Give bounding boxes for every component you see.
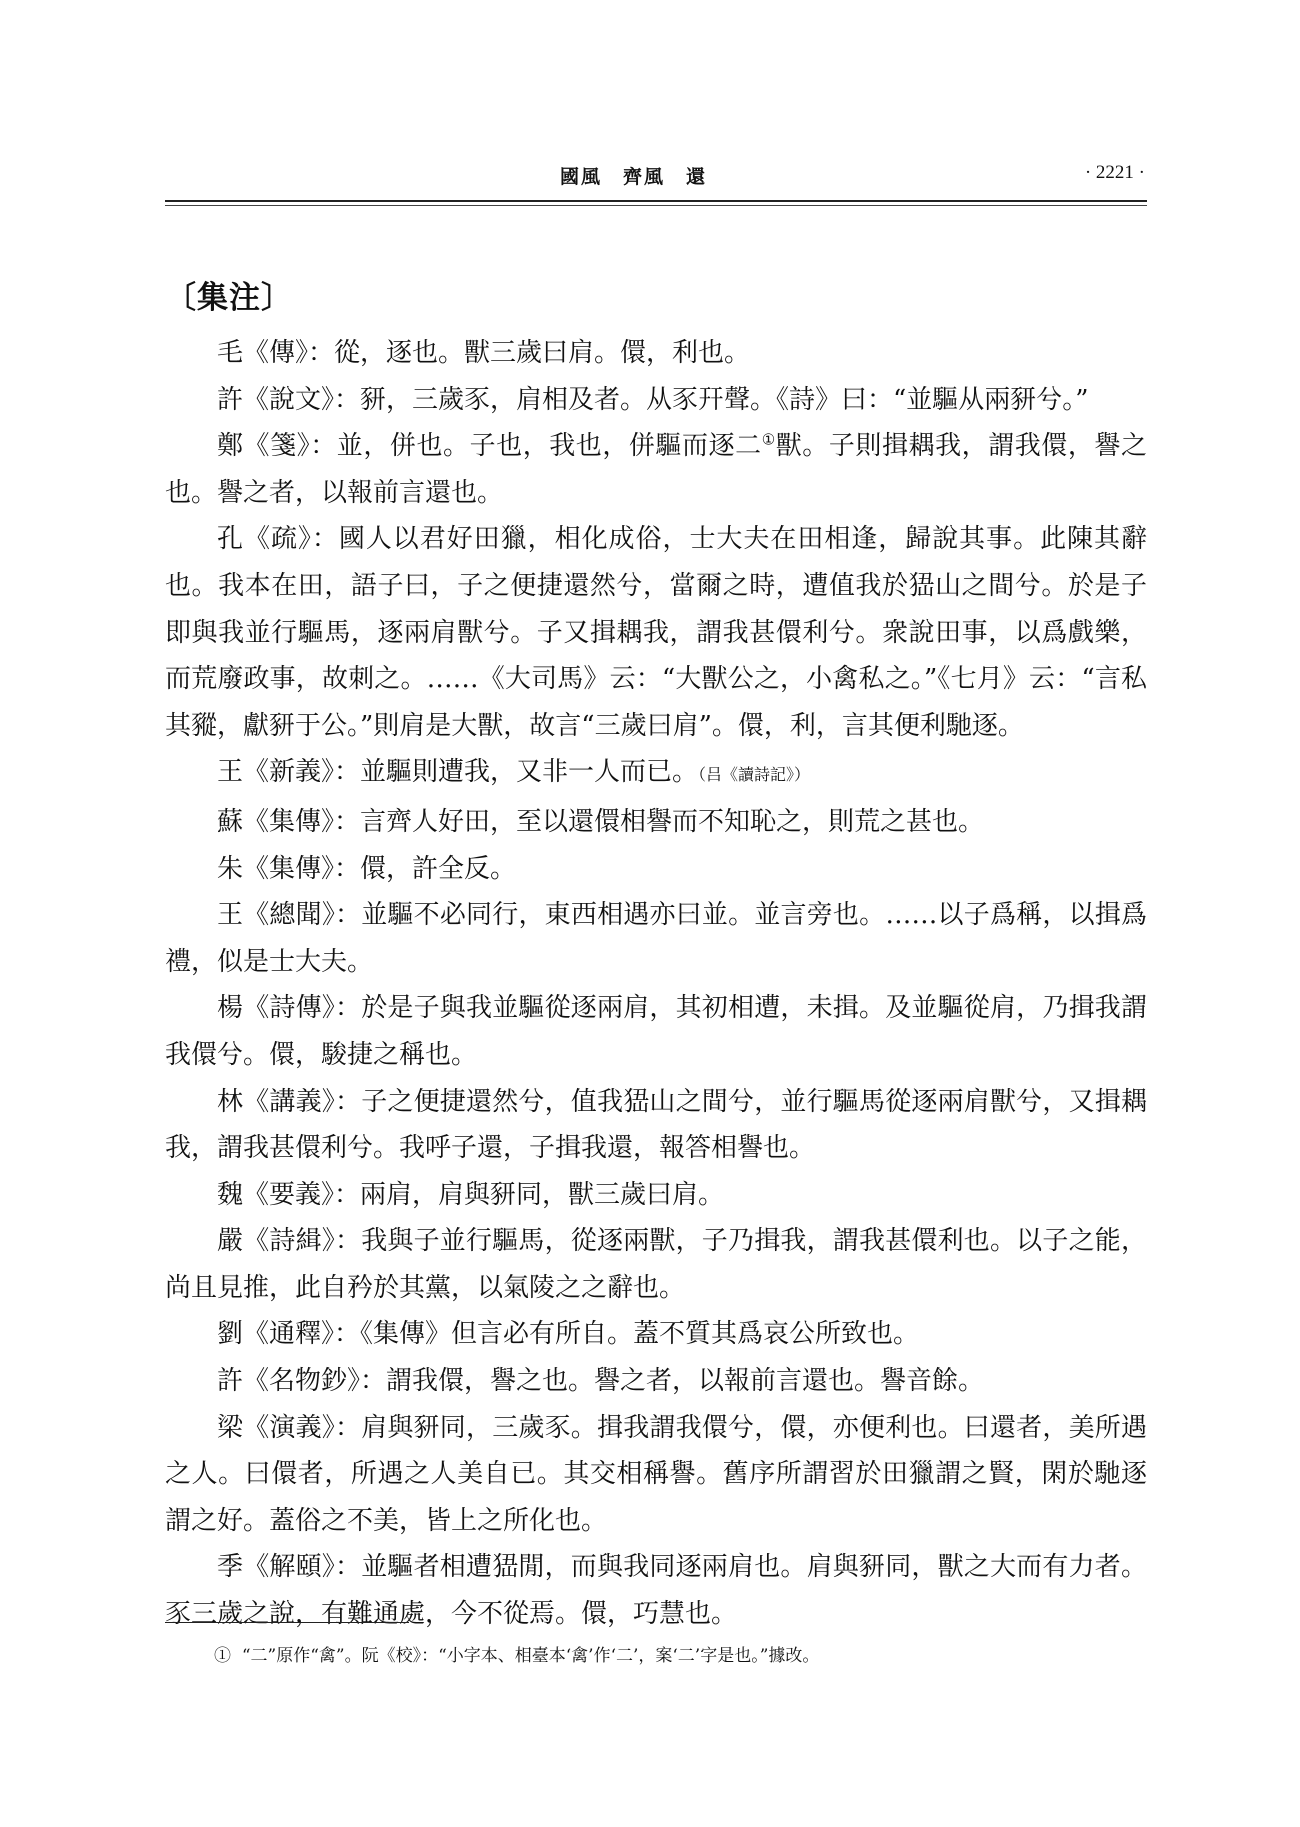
- paragraph: 王《總聞》：並驅不必同行，東西相遇亦曰並。並言旁也。……以子爲稱，以揖爲禮，似是士大夫。: [165, 900, 1147, 977]
- header-title: 國風 齊風 還: [560, 166, 708, 188]
- paragraph: 林《講義》：子之便捷還然兮，值我峱山之間兮，並行驅馬從逐兩肩獸兮，又揖耦我，謂我甚儇利兮。我呼子還，子揖我還，報答相譽也。: [165, 1086, 1147, 1164]
- header-rule-thick: [165, 200, 1147, 202]
- footnote-reference[interactable]: ①: [761, 430, 776, 449]
- section-heading: 〔集注〕: [165, 280, 293, 316]
- paragraph: 毛《傳》：從，逐也。獸三歲曰肩。儇，利也。: [217, 338, 751, 368]
- footnote: [214, 1643, 1134, 1669]
- footnote-marker: ①: [214, 1646, 231, 1666]
- paragraph: 楊《詩傳》：於是子與我並驅從逐兩肩，其初相遭，未揖。及並驅從肩，乃揖我謂我儇兮。儇，駿捷之稱也。: [165, 993, 1147, 1070]
- paragraph: 梁《演義》：肩與豜同，三歲豕。揖我謂我儇兮，儇，亦便利也。曰還者，美所遇之人。曰儇者，所遇之人美自已。其交相稱譽。舊序所謂習於田獵謂之賢，閑於馳逐謂之好。蓋俗之不美，皆上之所化也。: [165, 1412, 1147, 1536]
- paragraph: 蘇《集傳》：言齊人好田，至以還儇相譽而不知恥之，則荒之甚也。: [217, 806, 985, 837]
- paragraph: 鄭《箋》：並，併也。子也，我也，併驅而逐二①獸。子則揖耦我，謂我儇，譽之也。譽之者，以報前言還也。: [165, 430, 1147, 508]
- footnote-text: “二”原作“禽”。阮《校》：“小字本、相臺本‘禽’作‘二’，案‘二’字是也。”據改。: [241, 1646, 820, 1666]
- footnote-rule: [165, 1622, 409, 1623]
- paragraph: 王《新義》：並驅則遭我，又非一人而已。（吕《讀詩記》）: [217, 757, 811, 788]
- page-number: · 2221 ·: [1084, 162, 1145, 183]
- paragraph: 朱《集傳》：儇，許全反。: [217, 853, 517, 884]
- paragraph: 孔《疏》：國人以君好田獵，相化成俗，士大夫在田相逢，歸說其事。此陳其辭也。我本在田，語子曰，子之便捷還然兮，當爾之時，遭值我於峱山之間兮。於是子即與我並行驅馬，逐兩肩獸兮。子又揖耦我，謂我甚儇利兮。衆說田事，以爲戲樂，而荒廢政事，故刺之。……《大司馬》云：“大獸公之，小禽私之。”《七月》云：“言私其豵，獻豜于公。”則肩是大獸，故言“三歲曰肩”。儇，利，言其便利馳逐。: [165, 524, 1147, 741]
- paragraph: 許《說文》：豜，三歲豕，肩相及者。从豕幵聲。《詩》曰：“並驅从兩豜兮。”: [217, 384, 1089, 415]
- paragraph: 嚴《詩緝》：我與子並行驅馬，從逐兩獸，子乃揖我，謂我甚儇利也。以子之能，尚且見推，此自矜於其黨，以氣陵之之辭也。: [165, 1226, 1147, 1303]
- header-rule-thin: [165, 205, 1147, 206]
- paragraph: 魏《要義》：兩肩，肩與豜同，獸三歲曰肩。: [217, 1179, 725, 1210]
- paragraph: 季《解頤》：並驅者相遭峱閒，而與我同逐兩肩也。肩與豜同，獸之大而有力者。豕三歲之說，有難通處，今不從焉。儇，巧慧也。: [165, 1552, 1147, 1630]
- paragraph: 許《名物鈔》：謂我儇，譽之也。譽之者，以報前言還也。譽音餘。: [217, 1366, 985, 1397]
- source-note: （吕《讀詩記》）: [698, 765, 811, 785]
- paragraph: 劉《通釋》：《集傳》但言必有所自。蓋不質其爲哀公所致也。: [217, 1319, 920, 1350]
- commentary-body: [165, 330, 1147, 1638]
- running-header: [165, 162, 1145, 196]
